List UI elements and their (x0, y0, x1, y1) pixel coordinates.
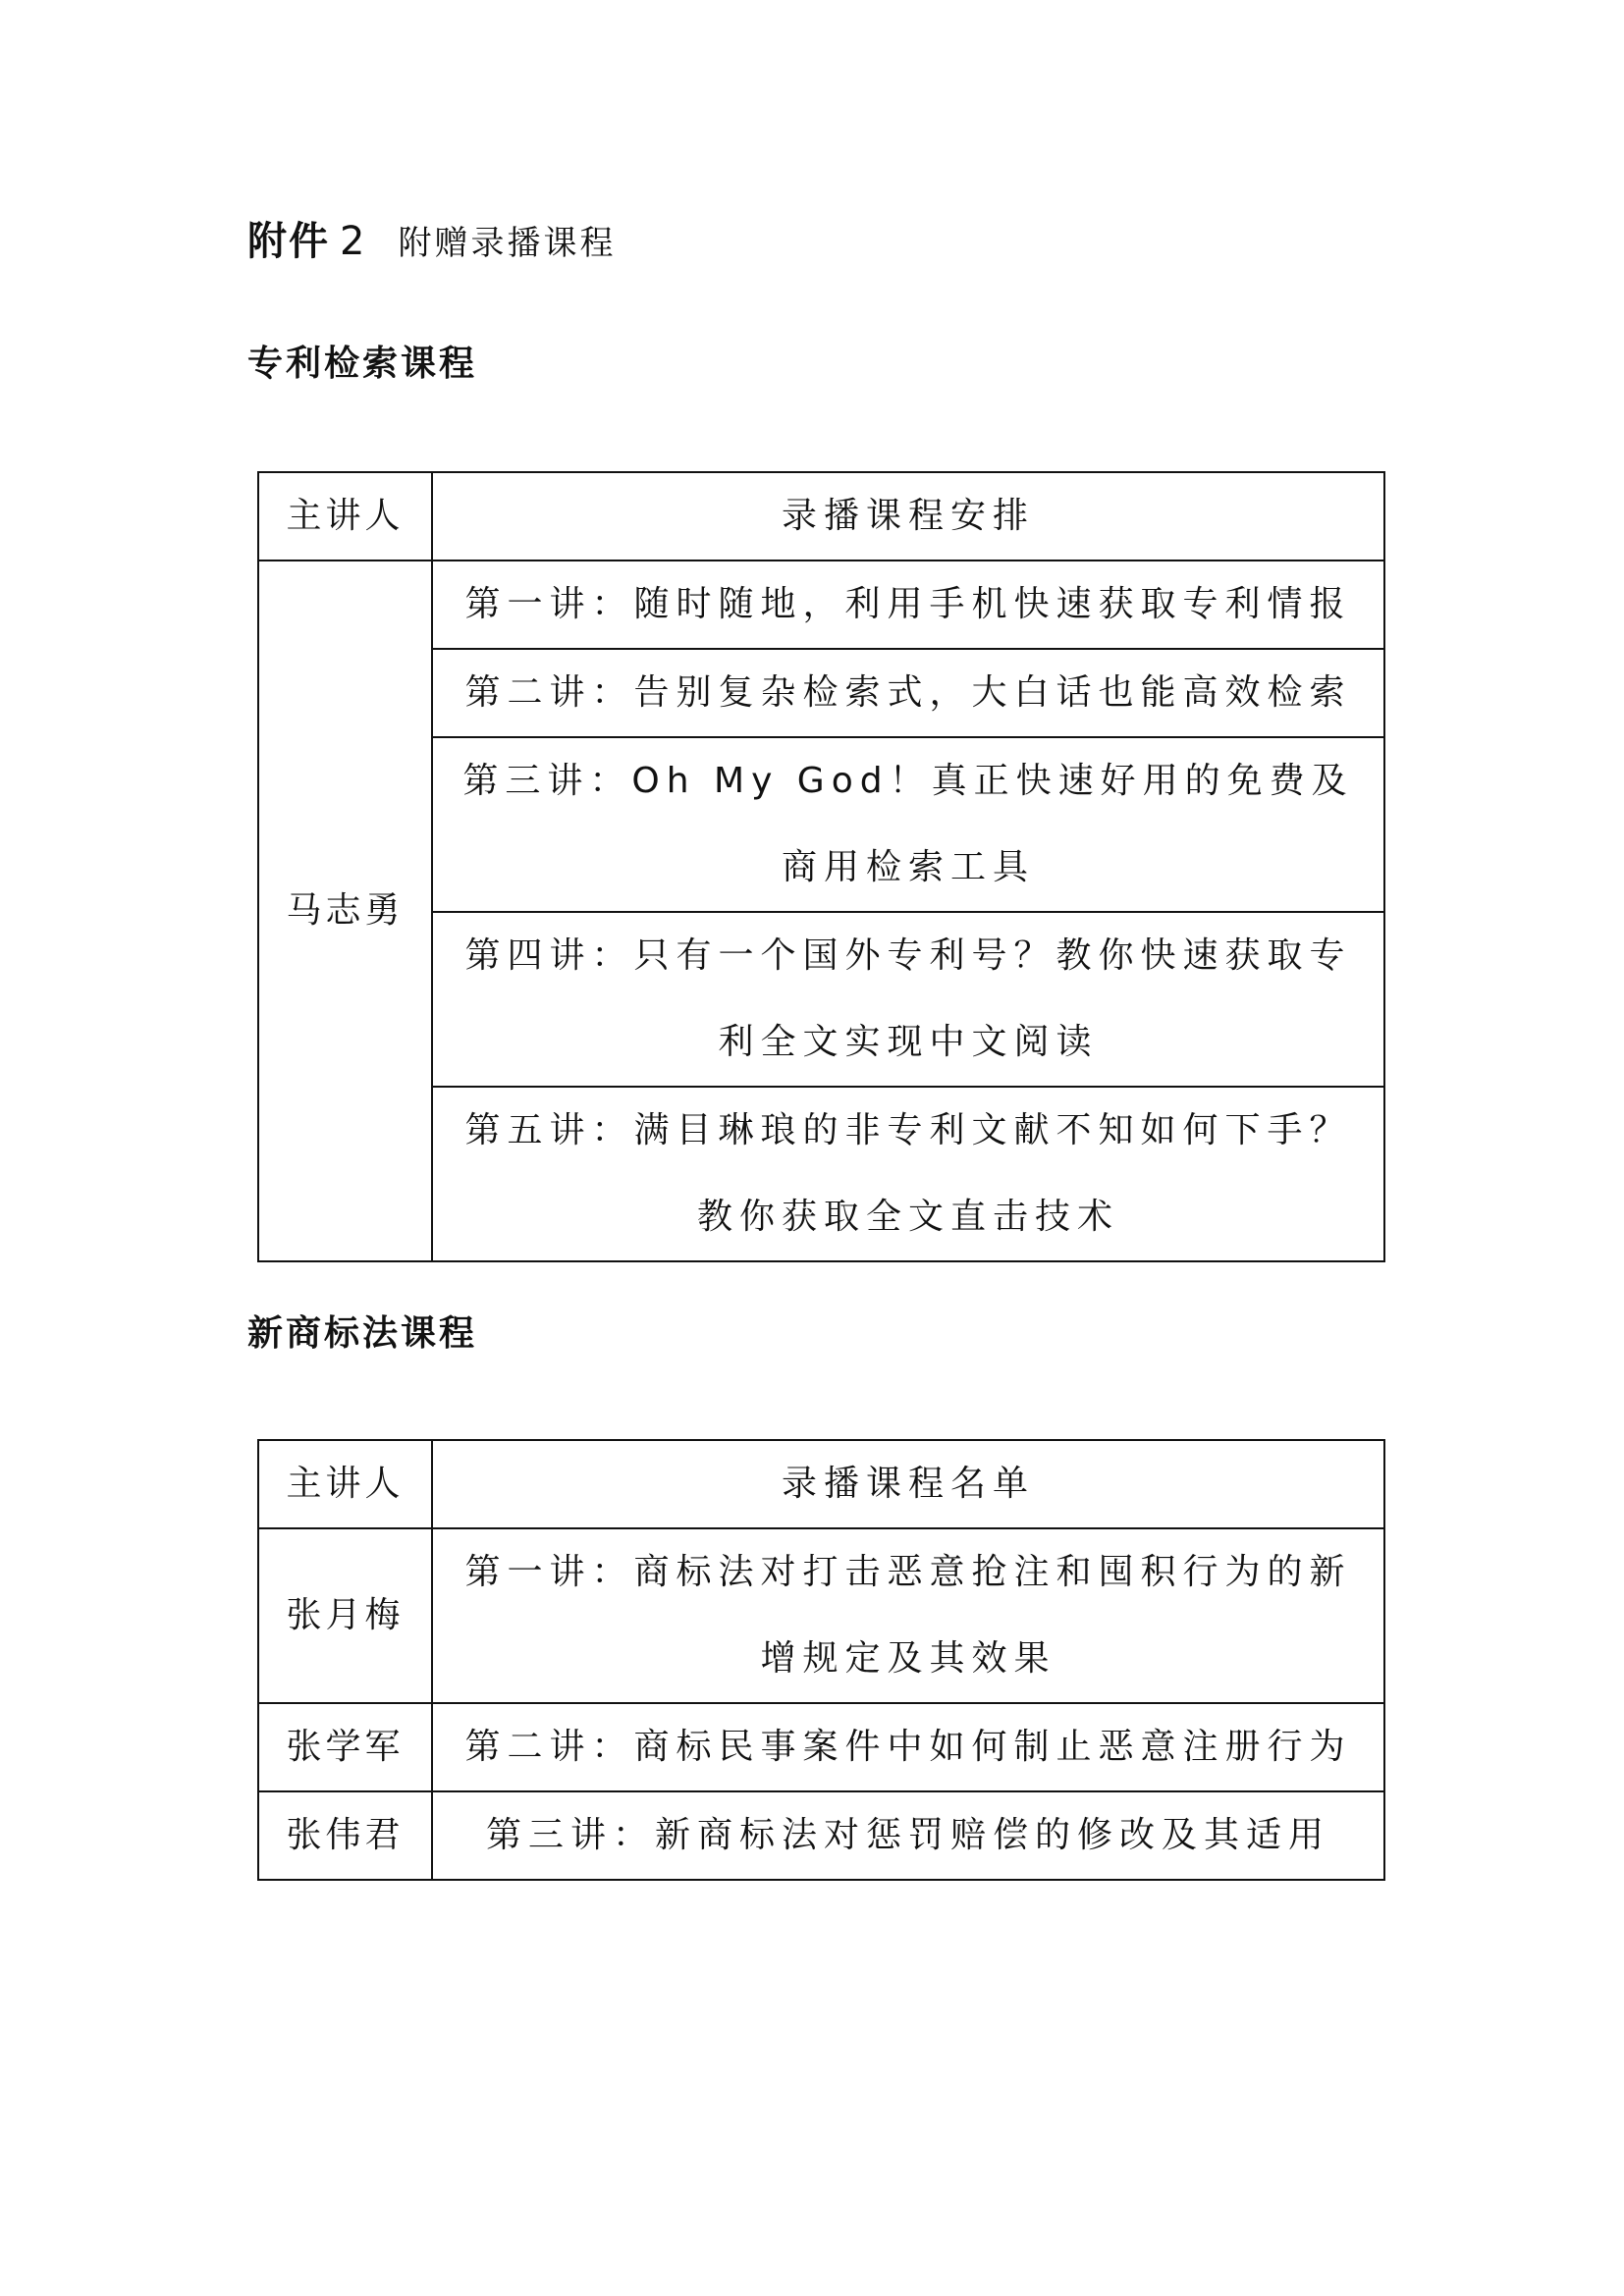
lecture-cell: 第三讲：Oh My God！真正快速好用的免费及商用检索工具 (432, 737, 1384, 912)
speaker-cell: 张伟君 (258, 1791, 432, 1880)
lecture-cell: 第三讲：新商标法对惩罚赔偿的修改及其适用 (432, 1791, 1384, 1880)
trademark-section-title: 新商标法课程 (247, 1313, 478, 1354)
heading-label: 附件 (247, 219, 330, 264)
table-row (258, 1703, 1384, 1791)
speaker-cell: 马志勇 (258, 561, 432, 1261)
schedule-column-header: 录播课程名单 (432, 1440, 1384, 1528)
speaker-column-header: 主讲人 (258, 472, 432, 561)
speaker-cell: 张学军 (258, 1703, 432, 1791)
lecture-cell: 第一讲：随时随地，利用手机快速获取专利情报 (432, 561, 1384, 649)
trademark-course-table (257, 1439, 1385, 1881)
patent-section-title: 专利检索课程 (247, 344, 478, 384)
patent-course-table (257, 471, 1385, 1262)
speaker-cell: 张月梅 (258, 1528, 432, 1703)
table-header-row (258, 1440, 1384, 1528)
table-row (258, 561, 1384, 649)
heading-title: 附赠录播课程 (398, 224, 617, 263)
table-row (258, 1528, 1384, 1703)
schedule-column-header: 录播课程安排 (432, 472, 1384, 561)
table-header-row (258, 472, 1384, 561)
lecture-cell: 第二讲：商标民事案件中如何制止恶意注册行为 (432, 1703, 1384, 1791)
table-row (258, 1791, 1384, 1880)
lecture-cell: 第一讲：商标法对打击恶意抢注和囤积行为的新增规定及其效果 (432, 1528, 1384, 1703)
lecture-cell: 第四讲：只有一个国外专利号？教你快速获取专利全文实现中文阅读 (432, 912, 1384, 1087)
lecture-cell: 第二讲：告别复杂检索式，大白话也能高效检索 (432, 649, 1384, 737)
page-heading (247, 210, 616, 266)
lecture-cell: 第五讲：满目琳琅的非专利文献不知如何下手？教你获取全文直击技术 (432, 1087, 1384, 1261)
heading-number: 2 (340, 219, 365, 264)
speaker-column-header: 主讲人 (258, 1440, 432, 1528)
